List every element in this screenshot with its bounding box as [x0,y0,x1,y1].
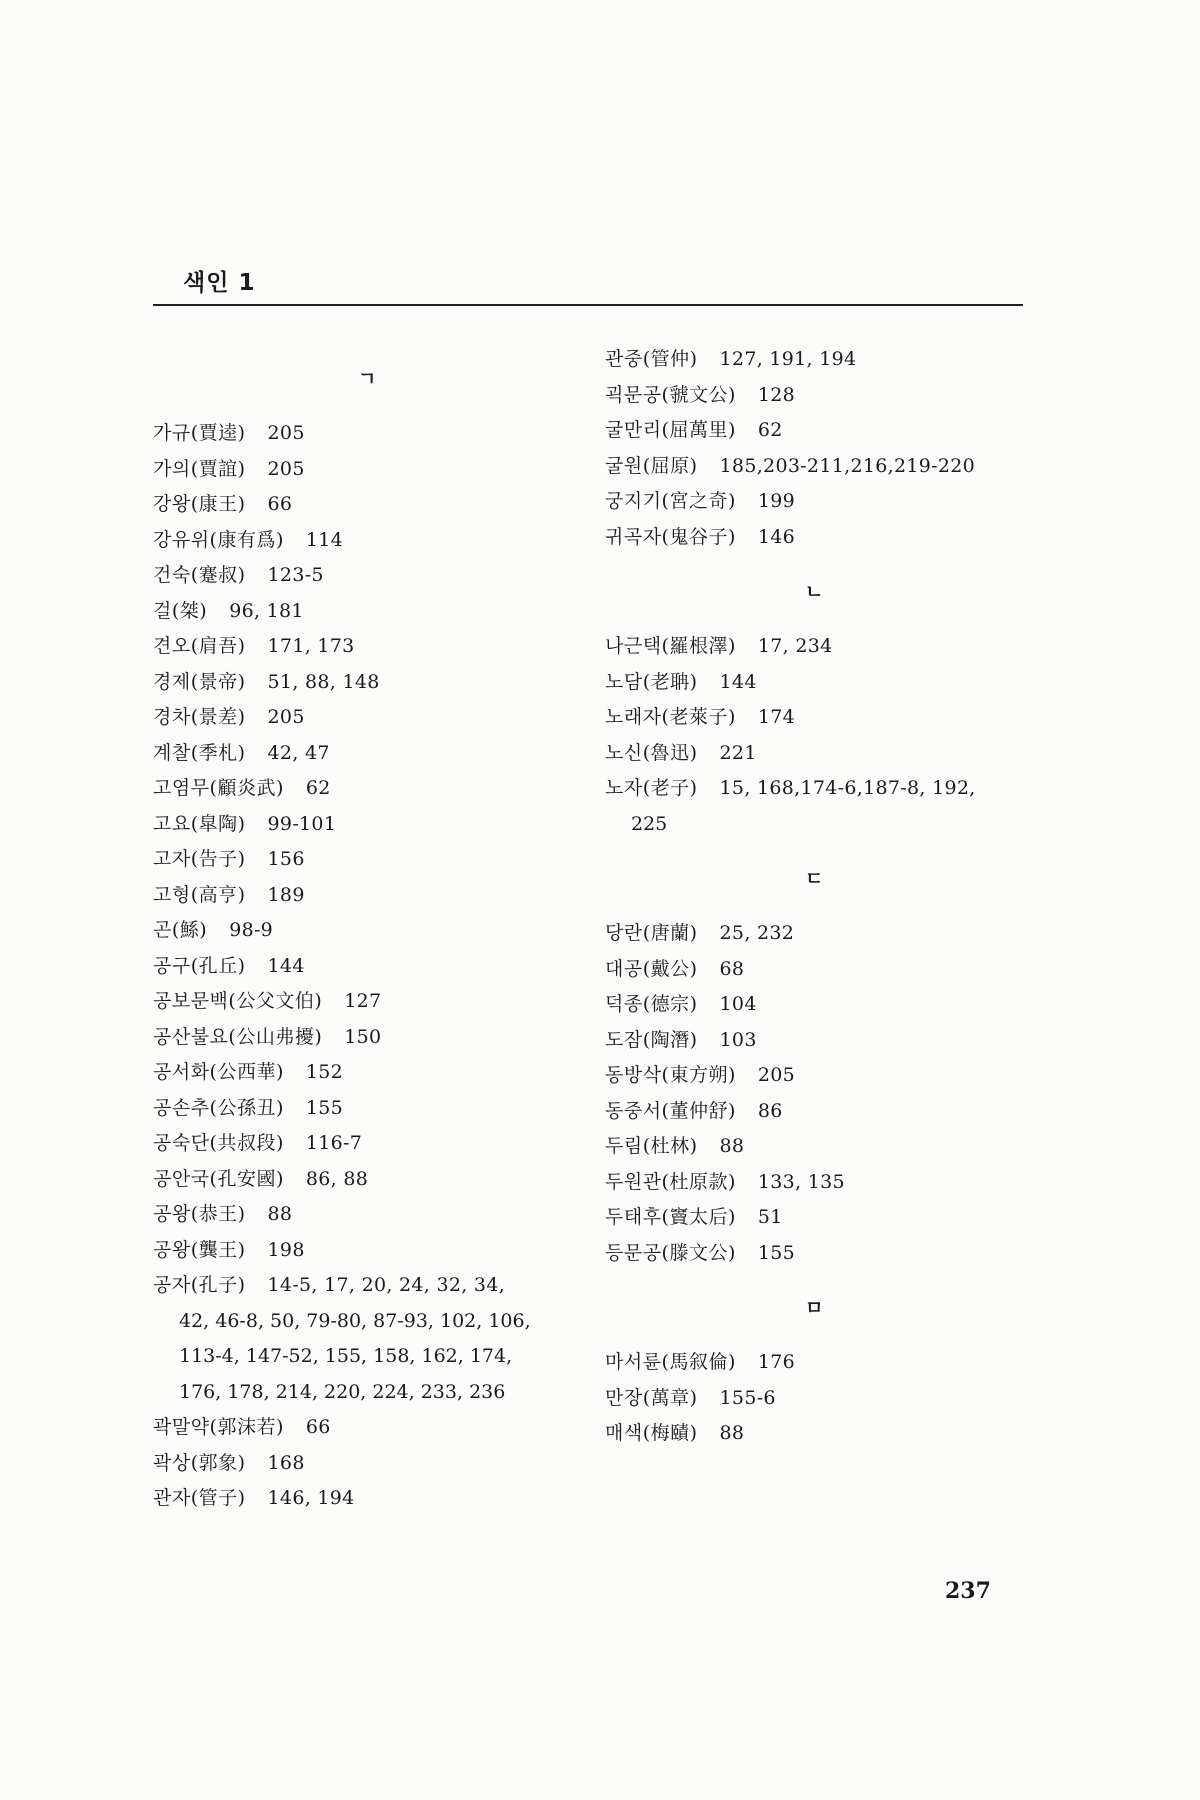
entry-term: 노신(魯迅) [605,741,698,764]
entry-pages: 127, 191, 194 [719,348,857,370]
entry-pages: 62 [757,419,783,441]
index-entry [605,1094,1045,1130]
entry-pages: 17, 234 [757,635,833,657]
entry-pages: 66 [267,493,293,515]
entry-pages: 25, 232 [719,922,795,944]
entry-pages: 127 [344,990,382,1012]
entry-term: 공숙단(共叔段) [153,1132,284,1154]
entry-term: 경차(景差) [153,706,246,728]
entry-pages: 144 [267,954,305,977]
index-entry [605,484,1045,520]
entry-pages: 88 [719,1422,745,1444]
entry-term: 대공(戴公) [605,957,698,980]
entry-term: 계찰(季札) [153,741,246,764]
index-entry [153,913,583,949]
entry-pages: 114 [305,528,344,551]
entry-pages: 168 [267,1451,305,1474]
index-entry [605,1236,1045,1272]
entry-term: 곽말약(郭沫若) [153,1416,284,1438]
entry-pages: 150 [344,1025,382,1048]
entry-term: 등문공(滕文公) [605,1241,736,1264]
entry-term: 공구(孔丘) [153,954,246,977]
entry-term: 곤(鯀) [153,919,208,941]
entry-term: 공왕(龔王) [153,1238,246,1261]
index-entry [153,1162,583,1198]
index-entry [605,413,1045,449]
page-header [153,258,1023,306]
index-entry [605,1058,1045,1094]
entry-term: 공보문백(公父文伯) [153,990,323,1012]
index-entry [605,771,1045,842]
index-entry [153,665,583,701]
entry-pages: 174 [757,706,796,728]
entry-term: 가규(賈逵) [153,422,246,444]
entry-term: 고자(告子) [153,848,246,870]
index-entry [605,629,1045,665]
entry-pages: 42, 47 [267,741,330,764]
entry-pages: 221 [719,741,757,764]
index-entry [605,378,1045,414]
entry-pages: 133, 135 [757,1170,845,1193]
index-entry [153,984,583,1020]
entry-pages: 146 [757,525,796,548]
entry-term: 곽상(郭象) [153,1451,246,1474]
entry-pages: 155-6 [719,1386,776,1409]
section-heading: ㄱ [358,368,377,390]
index-entry [605,916,1045,952]
entry-term: 공자(孔子) [153,1274,246,1296]
index-entry [153,416,583,452]
index-entry [605,665,1045,701]
entry-term: 나근택(羅根澤) [605,635,736,657]
section-heading: ㄴ [805,581,824,603]
entry-pages: 103 [719,1028,757,1051]
entry-term: 공왕(恭王) [153,1203,246,1225]
entry-pages: 66 [305,1416,331,1438]
index-entry [605,1345,1045,1381]
entry-pages-continued: 225 [631,812,668,835]
index-entry [153,523,583,559]
index-entry [605,449,1045,485]
entry-term: 노자(老子) [605,777,698,799]
entry-pages: 144 [719,670,757,693]
entry-term: 공손추(公孫丑) [153,1096,284,1119]
index-entry [153,594,583,630]
entry-pages-continued: 113-4, 147-52, 155, 158, 162, 174, [179,1345,513,1367]
index-entry [153,700,583,736]
index-entry [153,878,583,914]
entry-pages: 171, 173 [267,635,355,657]
entry-term: 두원관(杜原款) [605,1170,736,1193]
entry-term: 노래자(老萊子) [605,706,736,728]
entry-term: 굴만리(屈萬里) [605,419,736,441]
index-entry [153,1410,583,1446]
entry-term: 견오(肩吾) [153,635,246,657]
entry-term: 고염무(顧炎武) [153,777,284,799]
entry-pages: 156 [267,848,305,870]
entry-pages: 51 [757,1206,783,1228]
entry-term: 동방삭(東方朔) [605,1064,736,1086]
index-entry [153,1481,583,1517]
entry-pages: 205 [267,706,305,728]
entry-pages: 155 [757,1241,796,1264]
index-entry [153,1268,583,1410]
entry-pages-continued: 176, 178, 214, 220, 224, 233, 236 [179,1380,506,1403]
entry-pages: 185,203-211,216,219-220 [719,454,975,477]
entry-pages: 88 [267,1203,293,1225]
entry-term: 노담(老聃) [605,670,698,693]
index-entry [153,1446,583,1482]
entry-pages: 99-101 [267,812,337,835]
entry-term: 귀곡자(鬼谷子) [605,525,736,548]
entry-term: 강왕(康王) [153,493,246,515]
entry-pages: 88 [719,1135,745,1157]
entry-pages: 116-7 [305,1132,363,1154]
entry-term: 가의(賈誼) [153,457,246,480]
entry-term: 궁지기(宮之奇) [605,490,736,512]
index-section [605,1283,1045,1452]
index-entry [605,700,1045,736]
entry-pages: 146, 194 [267,1487,355,1509]
entry-pages: 205 [757,1064,796,1086]
entry-pages: 198 [267,1238,305,1261]
entry-term: 도잠(陶潛) [605,1028,698,1051]
entry-pages: 128 [757,383,796,406]
index-column-left [153,342,583,1517]
entry-pages: 205 [267,422,305,444]
index-section [605,342,1045,555]
index-entry [153,452,583,488]
index-entry [605,987,1045,1023]
entry-term: 건숙(蹇叔) [153,564,246,586]
entry-pages: 98-9 [229,919,274,941]
entry-term: 매색(梅賾) [605,1422,698,1444]
entry-term: 마서륜(馬叙倫) [605,1351,736,1373]
index-entry [153,487,583,523]
entry-pages: 14-5, 17, 20, 24, 32, 34, [267,1274,506,1296]
index-section [605,854,1045,1271]
entry-term: 고형(高亨) [153,883,246,906]
entry-pages: 155 [305,1096,344,1119]
entry-pages: 96, 181 [229,599,304,622]
index-entry [605,1381,1045,1417]
index-entry [605,736,1045,772]
entry-pages: 123-5 [267,564,324,586]
page-title: 색인 1 [183,270,256,296]
index-entry [153,949,583,985]
index-entry [605,520,1045,556]
entry-list [153,416,583,1517]
index-entry [153,1233,583,1269]
entry-term: 경제(景帝) [153,670,246,693]
entry-term: 공안국(孔安國) [153,1167,284,1190]
index-entry [605,342,1045,378]
index-entry [153,629,583,665]
entry-pages: 86, 88 [305,1167,369,1190]
index-entry [153,771,583,807]
entry-term: 두림(杜林) [605,1135,698,1157]
entry-term: 걸(桀) [153,599,208,622]
index-entry [153,1091,583,1127]
entry-term: 동중서(董仲舒) [605,1099,736,1122]
index-entry [605,952,1045,988]
index-section [605,567,1045,842]
entry-pages: 104 [719,993,757,1015]
index-entry [605,1165,1045,1201]
section-heading: ㄷ [805,868,824,890]
index-entry [605,1416,1045,1452]
entry-term: 관자(管子) [153,1487,246,1509]
index-entry [153,1197,583,1233]
index-entry [153,1126,583,1162]
index-entry [153,1020,583,1056]
entry-term: 공산불요(公山弗擾) [153,1025,323,1048]
entry-pages: 62 [305,777,331,799]
index-entry [153,1055,583,1091]
index-entry [605,1023,1045,1059]
entry-pages: 51, 88, 148 [267,670,380,693]
entry-pages-continued: 42, 46-8, 50, 79-80, 87-93, 102, 106, [179,1309,531,1332]
entry-term: 두태후(竇太后) [605,1206,736,1228]
entry-pages: 68 [719,957,745,980]
index-entry [153,558,583,594]
entry-pages: 199 [757,490,796,512]
entry-term: 공서화(公西華) [153,1061,284,1083]
entry-term: 굴원(屈原) [605,454,698,477]
section-heading: ㅁ [805,1297,824,1319]
entry-term: 고요(皐陶) [153,812,246,835]
entry-term: 당란(唐蘭) [605,922,698,944]
entry-term: 강유위(康有爲) [153,528,284,551]
index-column-right [605,342,1045,1452]
entry-term: 괵문공(虢文公) [605,383,736,406]
entry-pages: 86 [757,1099,783,1122]
entry-pages: 15, 168,174-6,187-8, 192, [719,777,976,799]
entry-term: 만장(萬章) [605,1386,698,1409]
index-entry [153,736,583,772]
entry-pages: 152 [305,1061,344,1083]
index-entry [153,807,583,843]
page-number: 237 [945,1578,991,1604]
entry-pages: 176 [757,1351,796,1373]
entry-pages: 189 [267,883,305,906]
index-entry [605,1200,1045,1236]
index-entry [153,842,583,878]
entry-term: 관중(管仲) [605,348,698,370]
index-entry [605,1129,1045,1165]
entry-term: 덕종(德宗) [605,993,698,1015]
entry-pages: 205 [267,457,305,480]
